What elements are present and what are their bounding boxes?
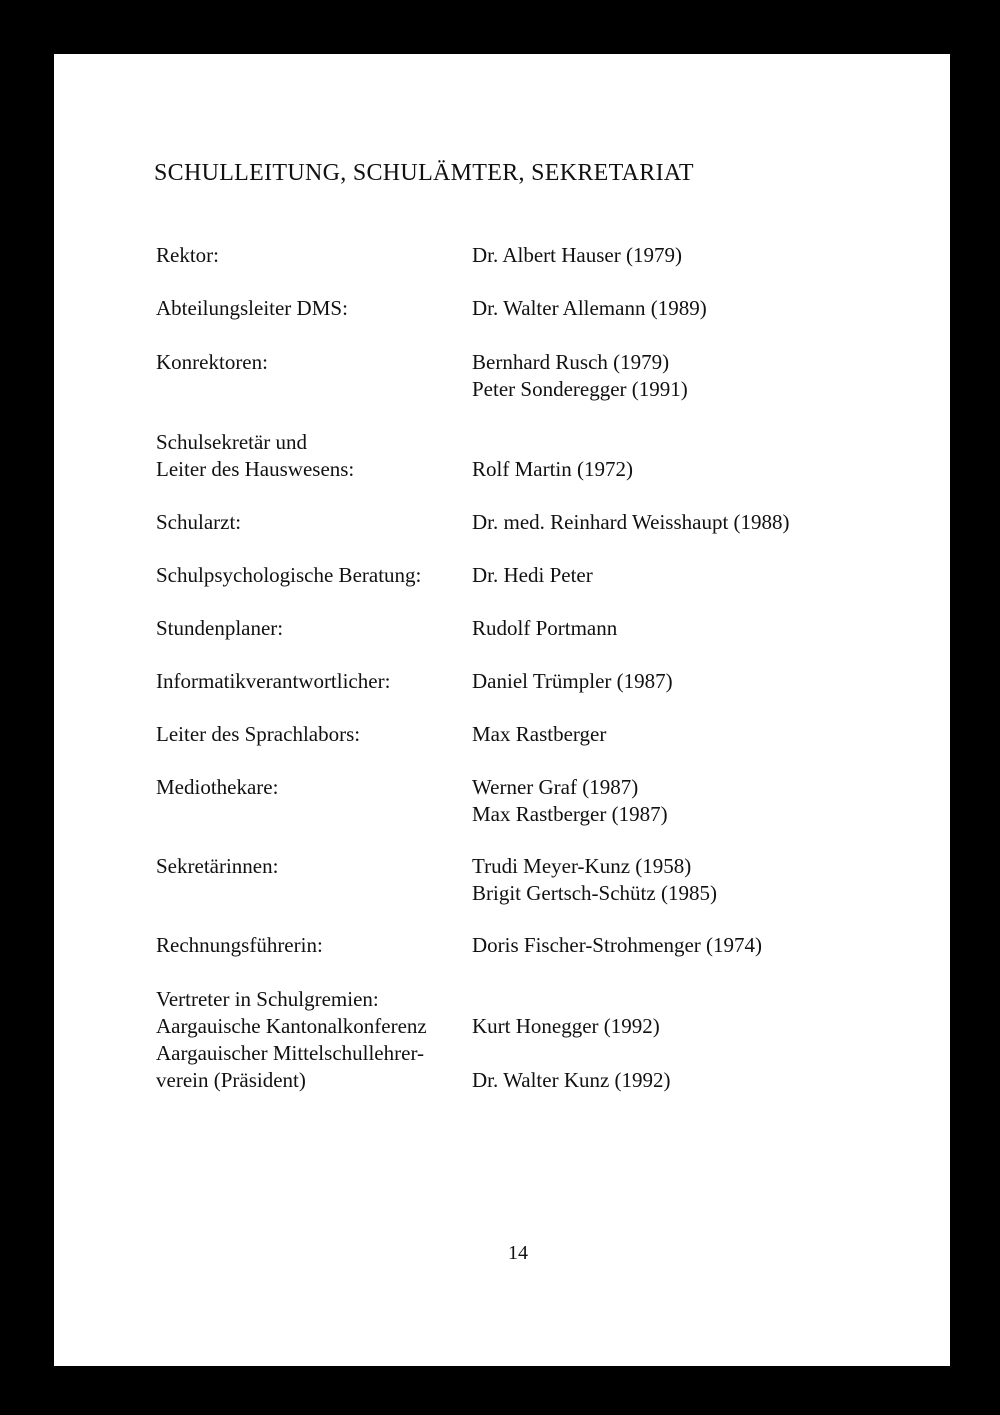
value-line: Brigit Gertsch-Schütz (1985) bbox=[472, 881, 717, 905]
entry-label bbox=[156, 429, 354, 483]
entry-label bbox=[156, 295, 348, 322]
value-line: Bernhard Rusch (1979) bbox=[472, 350, 670, 374]
entry-label bbox=[156, 721, 360, 748]
label-line: Informatikverantwortlicher: bbox=[156, 669, 391, 693]
entry-label bbox=[156, 932, 323, 959]
value-line: Dr. med. Reinhard Weisshaupt (1988) bbox=[472, 510, 790, 534]
label-line: Stundenplaner: bbox=[156, 616, 284, 640]
value-line bbox=[472, 1040, 671, 1067]
label-line: Schulpsychologische Beratung: bbox=[156, 563, 422, 587]
value-line: Rudolf Portmann bbox=[472, 616, 618, 640]
entry-value bbox=[472, 295, 707, 322]
entry-value bbox=[472, 932, 762, 959]
entry-value bbox=[472, 349, 688, 403]
value-line: Werner Graf (1987) bbox=[472, 775, 639, 799]
label-line: Sekretärinnen: bbox=[156, 854, 279, 878]
entry-label bbox=[156, 242, 219, 269]
label-line: Rektor: bbox=[156, 243, 219, 267]
value-line: Dr. Albert Hauser (1979) bbox=[472, 243, 682, 267]
label-line: Leiter des Sprachlabors: bbox=[156, 722, 361, 746]
value-line: Dr. Walter Kunz (1992) bbox=[472, 1068, 671, 1092]
entry-label bbox=[156, 774, 278, 801]
entry-label bbox=[156, 986, 427, 1094]
label-line: Rechnungsführerin: bbox=[156, 933, 323, 957]
label-line: verein (Präsident) bbox=[156, 1068, 306, 1092]
value-line bbox=[472, 429, 633, 456]
value-line: Dr. Hedi Peter bbox=[472, 563, 593, 587]
label-line: Mediothekare: bbox=[156, 775, 279, 799]
entry-value bbox=[472, 242, 682, 269]
entry-value bbox=[472, 774, 668, 828]
label-line: Aargauischer Mittelschullehrer- bbox=[156, 1041, 425, 1065]
page-title: SCHULLEITUNG, SCHULÄMTER, SEKRETARIAT bbox=[154, 160, 694, 186]
entry-label bbox=[156, 349, 268, 376]
value-line: Daniel Trümpler (1987) bbox=[472, 669, 673, 693]
entry-value bbox=[472, 429, 633, 483]
label-line: Schulsekretär und bbox=[156, 430, 308, 454]
value-line: Trudi Meyer-Kunz (1958) bbox=[472, 854, 692, 878]
entry-value bbox=[472, 562, 593, 589]
label-line: Abteilungsleiter DMS: bbox=[156, 296, 348, 320]
label-line: Vertreter in Schulgremien: bbox=[156, 987, 379, 1011]
entry-value bbox=[472, 721, 606, 748]
page-number: 14 bbox=[508, 1242, 528, 1264]
entry-label bbox=[156, 668, 390, 695]
entry-value bbox=[472, 668, 673, 695]
entry-value bbox=[472, 853, 717, 907]
value-line: Peter Sonderegger (1991) bbox=[472, 377, 688, 401]
value-line: Max Rastberger bbox=[472, 722, 607, 746]
entry-label bbox=[156, 615, 283, 642]
label-line: Aargauische Kantonalkonferenz bbox=[156, 1014, 427, 1038]
label-line: Leiter des Hauswesens: bbox=[156, 457, 355, 481]
entry-label bbox=[156, 853, 278, 880]
entry-value bbox=[472, 986, 671, 1094]
value-line: Kurt Honegger (1992) bbox=[472, 1014, 660, 1038]
entry-value bbox=[472, 615, 617, 642]
entry-value bbox=[472, 509, 790, 536]
label-line: Konrektoren: bbox=[156, 350, 268, 374]
entry-label bbox=[156, 509, 241, 536]
label-line: Schularzt: bbox=[156, 510, 242, 534]
document-page bbox=[54, 54, 950, 1366]
value-line bbox=[472, 986, 671, 1013]
value-line: Doris Fischer-Strohmenger (1974) bbox=[472, 933, 763, 957]
value-line: Dr. Walter Allemann (1989) bbox=[472, 296, 707, 320]
value-line: Rolf Martin (1972) bbox=[472, 457, 633, 481]
value-line: Max Rastberger (1987) bbox=[472, 802, 668, 826]
entry-label bbox=[156, 562, 421, 589]
